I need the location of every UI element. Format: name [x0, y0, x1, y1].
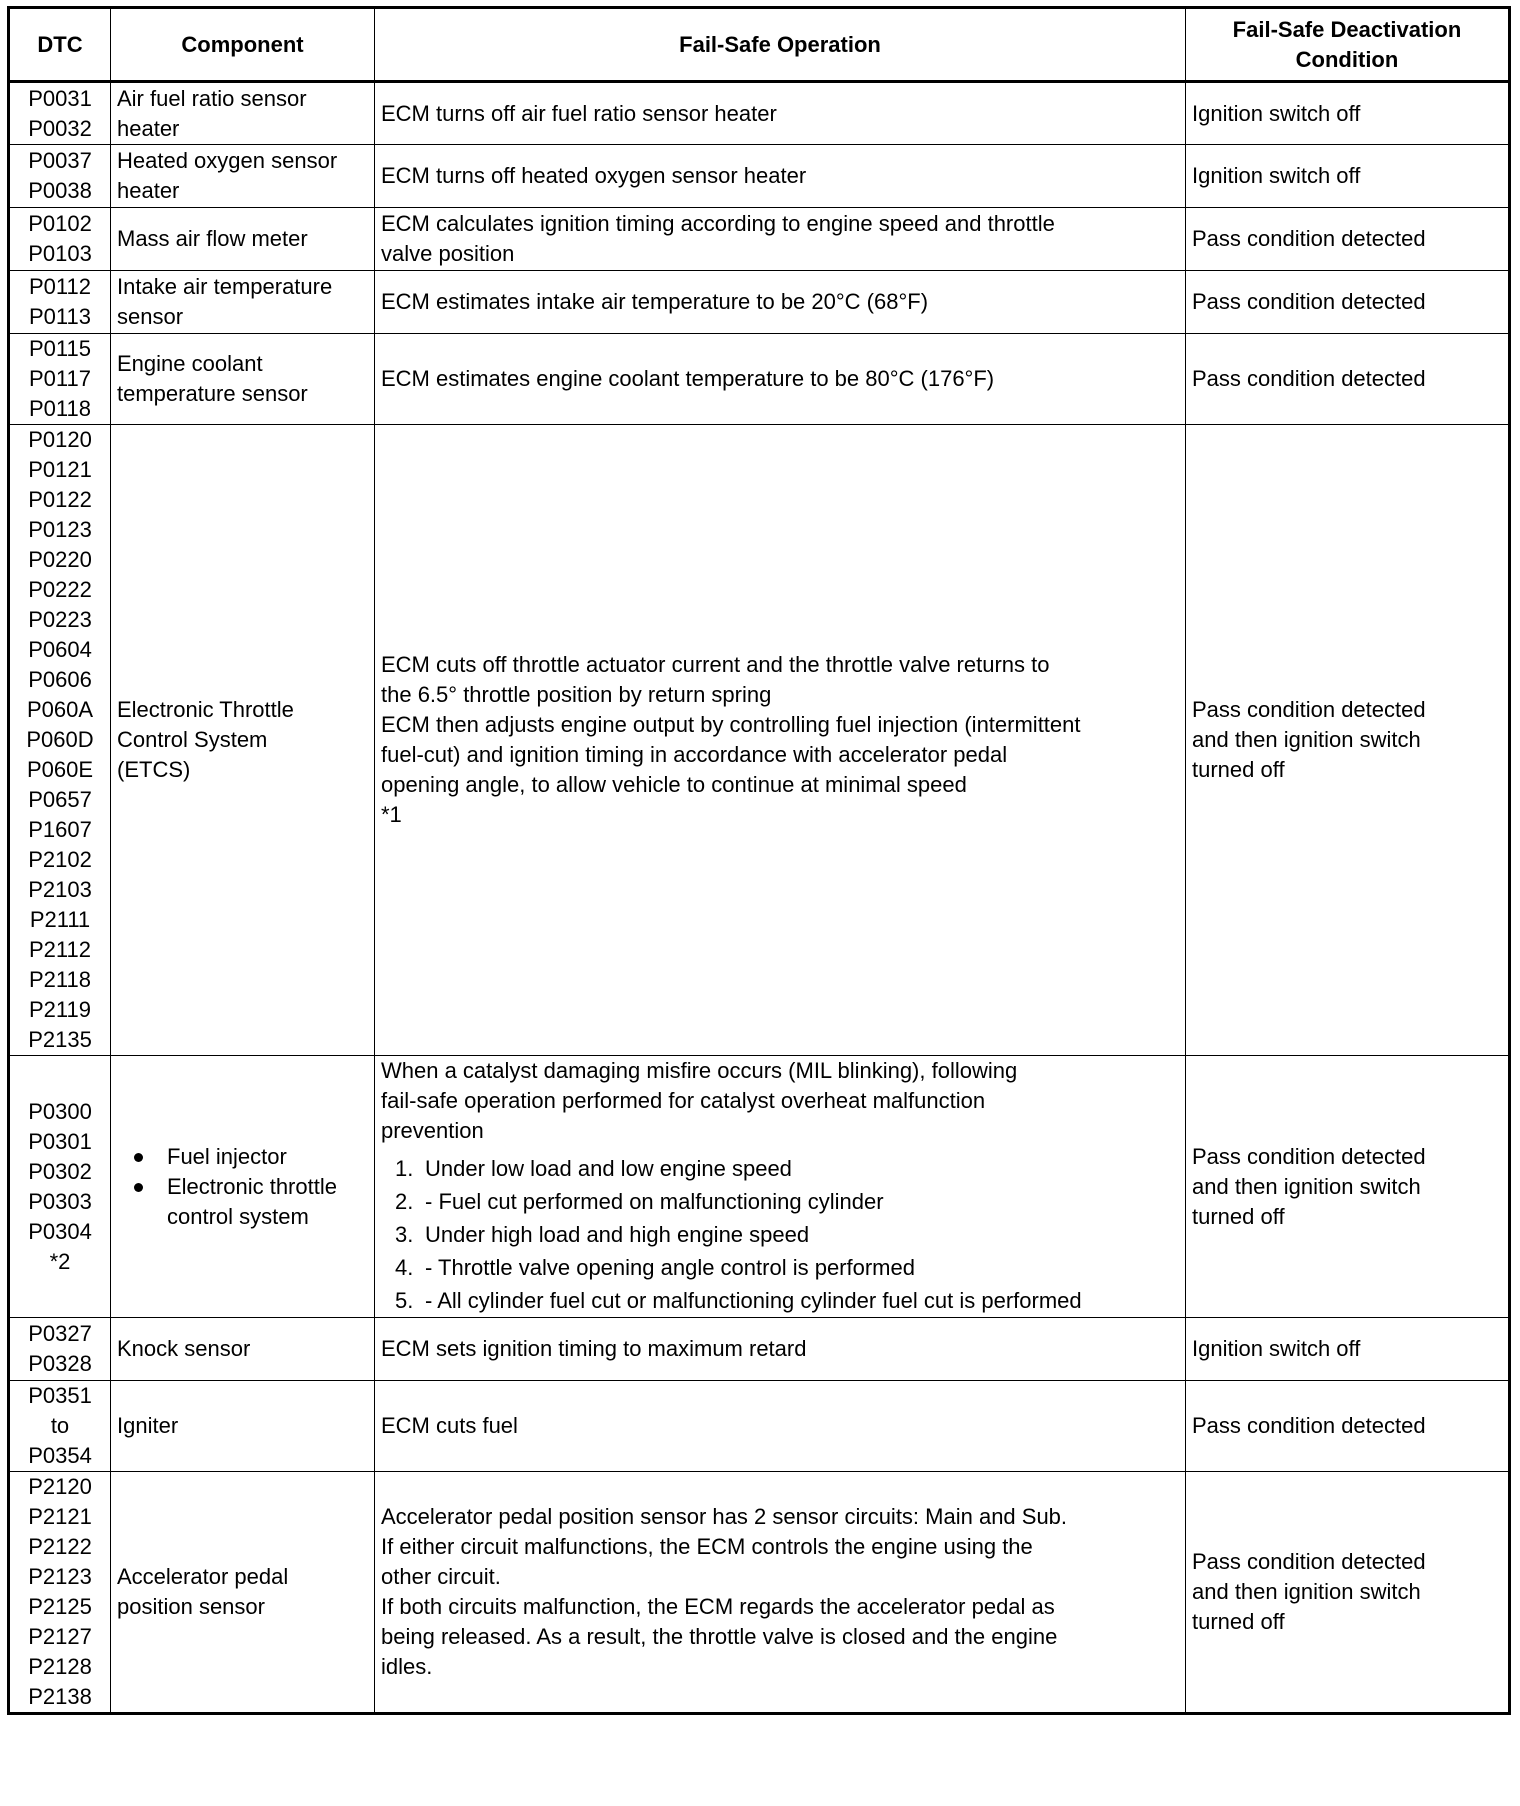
operation-cell	[375, 271, 1186, 334]
dtc-code: P2125	[28, 1594, 92, 1619]
dtc-code: P0032	[28, 115, 92, 141]
step-text: - Fuel cut performed on malfunctioning cylinder	[425, 1189, 884, 1214]
dtc-cell	[9, 82, 111, 145]
dtc-code: P0327	[28, 1321, 92, 1346]
table-row	[9, 334, 1510, 425]
component-text: Igniter	[117, 1413, 179, 1438]
step-number: 1.	[395, 1156, 414, 1181]
dtc-code: P0604	[28, 637, 92, 662]
condition-text: Pass condition detected	[1192, 697, 1426, 722]
condition-text: and then ignition switch	[1192, 1579, 1421, 1604]
condition-cell	[1186, 1318, 1510, 1381]
dtc-code: P0328	[28, 1351, 92, 1376]
component-cell	[111, 82, 375, 145]
table-row	[9, 271, 1510, 334]
step-text: Under high load and high engine speed	[425, 1222, 810, 1247]
dtc-cell	[9, 1318, 111, 1381]
component-text: Heated oxygen sensor	[117, 148, 338, 173]
condition-text: Pass condition detected	[1192, 1143, 1426, 1169]
condition-cell	[1186, 1381, 1510, 1472]
table-row	[9, 1381, 1510, 1472]
component-cell	[111, 1056, 375, 1318]
operation-steps	[381, 1152, 1179, 1317]
dtc-code: P2128	[28, 1654, 92, 1679]
dtc-code: P0354	[28, 1443, 92, 1468]
dtc-code: P0031	[28, 85, 92, 111]
dtc-cell	[9, 1381, 111, 1472]
condition-text: and then ignition switch	[1192, 727, 1421, 752]
condition-cell	[1186, 82, 1510, 145]
condition-text: Pass condition detected	[1192, 1413, 1426, 1438]
dtc-code: P0122	[28, 487, 92, 512]
component-cell	[111, 1381, 375, 1472]
header-condition	[1186, 8, 1510, 82]
table-row	[9, 145, 1510, 208]
dtc-code: P0115	[29, 336, 91, 361]
dtc-code: P0303	[28, 1188, 92, 1214]
dtc-code: P2118	[29, 967, 91, 992]
component-cell	[111, 1318, 375, 1381]
dtc-code: P0102	[28, 211, 92, 236]
step-text: Under low load and low engine speed	[425, 1156, 792, 1181]
operation-text: other circuit.	[381, 1564, 501, 1589]
operation-step	[381, 1218, 1179, 1251]
dtc-code: P0351 to	[28, 1383, 92, 1438]
operation-text: ECM then adjusts engine output by controlling fuel injection (intermittent	[381, 712, 1081, 737]
dtc-code: P0657	[28, 787, 92, 812]
operation-text: ECM turns off heated oxygen sensor heater	[381, 163, 807, 188]
operation-cell	[375, 208, 1186, 271]
operation-cell	[375, 425, 1186, 1056]
condition-text: Ignition switch off	[1192, 100, 1361, 126]
step-number: 4.	[395, 1255, 414, 1280]
component-text: Air fuel ratio sensor	[117, 85, 307, 111]
dtc-code: P0220	[28, 547, 92, 572]
operation-text: valve position	[381, 241, 515, 266]
component-text: (ETCS)	[117, 757, 191, 782]
component-cell	[111, 425, 375, 1056]
table-row	[9, 1472, 1510, 1714]
condition-cell	[1186, 1472, 1510, 1714]
dtc-code: *2	[49, 1248, 71, 1274]
component-text: control system	[167, 1203, 309, 1229]
operation-text: ECM calculates ignition timing according to engine speed and throttle	[381, 211, 1055, 236]
operation-cell	[375, 334, 1186, 425]
operation-text: prevention	[381, 1118, 484, 1143]
operation-text: ECM estimates intake air temperature to be 20°C (68°F)	[381, 289, 929, 314]
component-cell	[111, 271, 375, 334]
component-text: Fuel injector	[167, 1143, 287, 1169]
dtc-code: P0113	[29, 304, 91, 329]
operation-text: being released. As a result, the throttle valve is closed and the engine	[381, 1624, 1058, 1649]
table-row	[9, 208, 1510, 271]
dtc-code: P0301	[28, 1128, 92, 1154]
operation-text: When a catalyst damaging misfire occurs (MIL blinking), following	[381, 1058, 1018, 1083]
dtc-cell	[9, 425, 111, 1056]
operation-step	[381, 1185, 1179, 1218]
dtc-cell	[9, 208, 111, 271]
component-text: Knock sensor	[117, 1336, 251, 1361]
condition-text: Pass condition detected	[1192, 366, 1426, 391]
condition-text: Ignition switch off	[1192, 163, 1361, 188]
dtc-code: P0117	[29, 366, 91, 391]
condition-text: Ignition switch off	[1192, 1336, 1361, 1361]
dtc-cell	[9, 271, 111, 334]
operation-step	[381, 1251, 1179, 1284]
operation-text: ECM sets ignition timing to maximum retard	[381, 1336, 807, 1361]
dtc-code: P2103	[28, 877, 92, 902]
operation-text: fuel-cut) and ignition timing in accordance with accelerator pedal	[381, 742, 1008, 767]
step-text: - All cylinder fuel cut or malfunctioning cylinder fuel cut is performed	[425, 1288, 1082, 1313]
operation-cell	[375, 1056, 1186, 1318]
dtc-code: P2127	[28, 1624, 92, 1649]
dtc-cell	[9, 145, 111, 208]
step-number: 3.	[395, 1222, 414, 1247]
dtc-code: P0037	[28, 148, 92, 173]
operation-text: the 6.5° throttle position by return spring	[381, 682, 772, 707]
component-bullet-list	[117, 1142, 368, 1232]
condition-text: and then ignition switch	[1192, 1173, 1421, 1199]
dtc-code: P2112	[29, 937, 91, 962]
dtc-code: P2120	[28, 1474, 92, 1499]
dtc-code: P0222	[28, 577, 92, 602]
dtc-code: P0302	[28, 1158, 92, 1184]
component-text: Mass air flow meter	[117, 226, 308, 251]
operation-cell	[375, 82, 1186, 145]
operation-text: ECM cuts off throttle actuator current and the throttle valve returns to	[381, 652, 1050, 677]
operation-text: *1	[381, 802, 402, 827]
component-cell	[111, 208, 375, 271]
component-text: heater	[117, 178, 180, 203]
dtc-code: P060E	[26, 757, 94, 782]
operation-text: ECM turns off air fuel ratio sensor heater	[381, 100, 777, 126]
table-row	[9, 425, 1510, 1056]
component-text: temperature sensor	[117, 381, 308, 406]
operation-text: opening angle, to allow vehicle to continue at minimal speed	[381, 772, 967, 797]
operation-text: If either circuit malfunctions, the ECM controls the engine using the	[381, 1534, 1033, 1559]
component-text: Electronic Throttle	[117, 697, 294, 722]
condition-cell	[1186, 145, 1510, 208]
component-text: heater	[117, 115, 180, 141]
operation-text: Accelerator pedal position sensor has 2 sensor circuits: Main and Sub.	[381, 1504, 1068, 1529]
dtc-code: P0123	[28, 517, 92, 542]
component-bullet-item	[131, 1172, 368, 1232]
operation-cell	[375, 145, 1186, 208]
component-text: Control System	[117, 727, 268, 752]
operation-text: If both circuits malfunction, the ECM regards the accelerator pedal as	[381, 1594, 1055, 1619]
condition-text: Pass condition detected	[1192, 289, 1426, 314]
dtc-code: P0112	[29, 274, 91, 299]
dtc-code: P2102	[28, 847, 92, 872]
step-number: 2.	[395, 1189, 414, 1214]
operation-text: fail-safe operation performed for catalyst overheat malfunction	[381, 1088, 986, 1113]
operation-text: ECM cuts fuel	[381, 1413, 518, 1438]
dtc-code: P0121	[28, 457, 92, 482]
header-dtc: DTC	[9, 8, 111, 82]
condition-cell	[1186, 1056, 1510, 1318]
dtc-cell	[9, 1472, 111, 1714]
condition-text: turned off	[1192, 757, 1285, 782]
operation-cell	[375, 1472, 1186, 1714]
operation-cell	[375, 1381, 1186, 1472]
operation-text: ECM estimates engine coolant temperature to be 80°C (176°F)	[381, 366, 995, 391]
component-text: Electronic throttle	[167, 1173, 337, 1199]
dtc-code: P2121	[28, 1504, 92, 1529]
dtc-code: P0120	[28, 427, 92, 452]
condition-cell	[1186, 334, 1510, 425]
dtc-code: P0304	[28, 1218, 92, 1244]
dtc-code: P2135	[28, 1027, 92, 1052]
component-bullet-item	[131, 1142, 368, 1172]
table-row	[9, 82, 1510, 145]
header-condition-line: Fail-Safe Deactivation	[1232, 16, 1462, 42]
table-row	[9, 1318, 1510, 1381]
header-condition-line: Condition	[1295, 46, 1399, 72]
operation-step	[381, 1152, 1179, 1185]
dtc-code: P1607	[28, 817, 92, 842]
header-row	[9, 8, 1510, 82]
dtc-code: P2123	[28, 1564, 92, 1589]
dtc-code: P2111	[29, 907, 91, 932]
component-cell	[111, 145, 375, 208]
step-text: - Throttle valve opening angle control is performed	[425, 1255, 915, 1280]
dtc-code: P2122	[28, 1534, 92, 1559]
table-row	[9, 1056, 1510, 1318]
dtc-cell	[9, 334, 111, 425]
condition-text: turned off	[1192, 1609, 1285, 1634]
condition-cell	[1186, 208, 1510, 271]
condition-text: Pass condition detected	[1192, 226, 1426, 251]
header-operation: Fail-Safe Operation	[375, 8, 1186, 82]
dtc-code: P2138	[28, 1684, 92, 1709]
step-number: 5.	[395, 1288, 414, 1313]
dtc-code: P0103	[28, 241, 92, 266]
condition-text: Pass condition detected	[1192, 1549, 1426, 1574]
condition-cell	[1186, 271, 1510, 334]
dtc-cell	[9, 1056, 111, 1318]
dtc-code: P0223	[28, 607, 92, 632]
dtc-code: P0300	[28, 1098, 92, 1124]
component-cell	[111, 1472, 375, 1714]
operation-cell	[375, 1318, 1186, 1381]
dtc-code: P2119	[29, 997, 91, 1022]
component-text: Intake air temperature	[117, 274, 333, 299]
dtc-code: P0606	[28, 667, 92, 692]
component-text: sensor	[117, 304, 184, 329]
fail-safe-table	[7, 6, 1511, 1715]
component-text: Engine coolant	[117, 351, 263, 376]
component-text: Accelerator pedal	[117, 1564, 289, 1589]
dtc-code: P060D	[26, 727, 94, 752]
component-text: position sensor	[117, 1594, 265, 1619]
dtc-code: P060A	[26, 697, 94, 722]
header-component: Component	[111, 8, 375, 82]
component-cell	[111, 334, 375, 425]
dtc-code: P0038	[28, 178, 92, 203]
condition-text: turned off	[1192, 1203, 1285, 1229]
operation-step	[381, 1284, 1179, 1317]
dtc-code: P0118	[29, 396, 91, 421]
condition-cell	[1186, 425, 1510, 1056]
operation-text: idles.	[381, 1654, 433, 1679]
